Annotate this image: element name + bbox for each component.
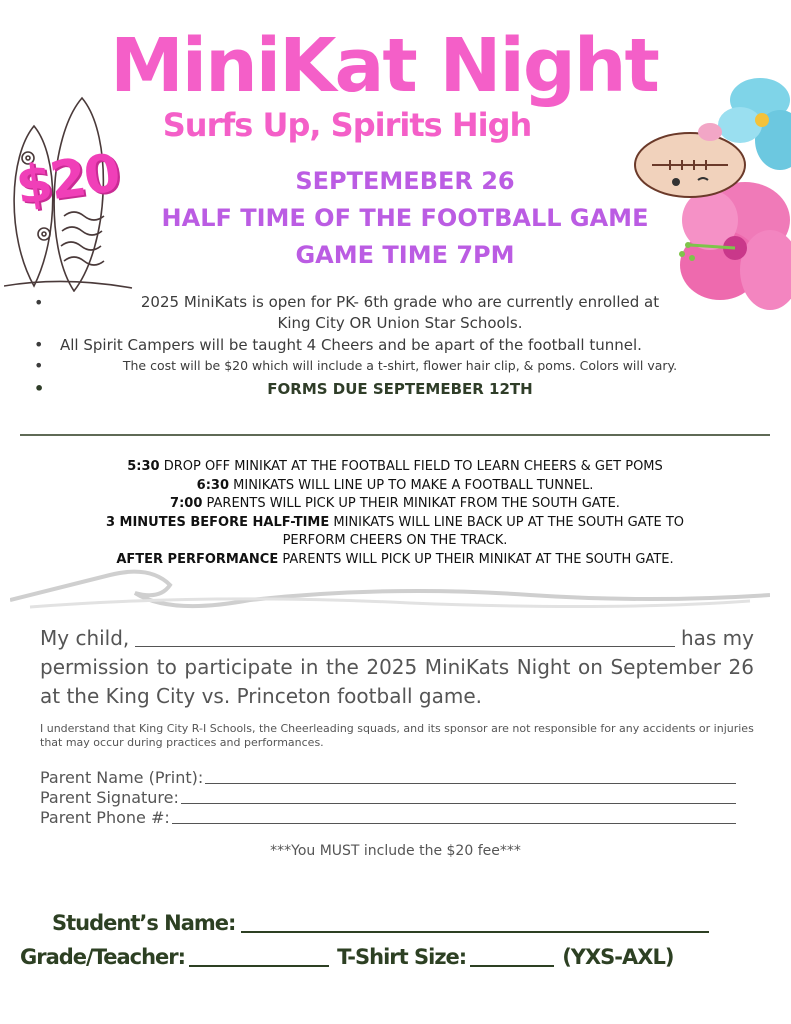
parent-name-label: Parent Name (Print): — [40, 768, 204, 787]
list-item — [30, 292, 770, 334]
forms-due: FORMS DUE SEPTEMEBER 12TH — [267, 380, 533, 398]
schedule-text: PARENTS WILL PICK UP THEIR MINIKAT FROM THE SOUTH GATE. — [202, 496, 620, 511]
permission-text: permission to participate in the 2025 MiniKats Night on September 26 at the King City vs. Princeton football game. — [40, 655, 754, 708]
bullet-text: King City OR Union Star Schools. — [277, 314, 523, 332]
schedule-time: 5:30 — [127, 459, 160, 474]
schedule-time: 3 MINUTES BEFORE HALF-TIME — [105, 514, 330, 530]
schedule-text: DROP OFF MINIKAT AT THE FOOTBALL FIELD TO LEARN CHEERS & GET POMS — [159, 459, 663, 474]
schedule-row: PERFORM CHEERS ON THE TRACK. — [282, 533, 508, 548]
grade-teacher-label: Grade/Teacher: — [20, 945, 186, 969]
event-game-time: GAME TIME 7PM — [295, 241, 515, 269]
list-item — [30, 334, 770, 356]
event-date: SEPTEMEBER 26 — [295, 167, 515, 195]
parent-signature-input[interactable] — [181, 803, 736, 804]
permission-statement — [40, 624, 754, 711]
bullet-text: The cost will be $20 which will include a t-shirt, flower hair clip, & poms. Colors will vary. — [122, 358, 678, 373]
student-name-input[interactable] — [241, 931, 709, 933]
schedule-time: AFTER PERFORMANCE — [116, 551, 279, 567]
price-badge: $20 — [12, 143, 123, 217]
grade-teacher-input[interactable] — [189, 965, 329, 967]
bullet-dot: • — [34, 379, 45, 398]
parent-signature-label: Parent Signature: — [40, 788, 179, 807]
parent-name-input[interactable] — [205, 783, 736, 784]
tshirt-size-input[interactable] — [470, 965, 554, 967]
wave-divider — [10, 545, 770, 615]
divider — [20, 434, 770, 436]
permission-start: My child, — [40, 626, 130, 650]
schedule-row — [14, 458, 776, 477]
tshirt-size-label: T-Shirt Size: — [337, 945, 467, 969]
child-name-input[interactable] — [135, 624, 675, 647]
event-when: HALF TIME OF THE FOOTBALL GAME — [161, 204, 649, 232]
schedule-text: MINIKATS WILL LINE UP TO MAKE A FOOTBALL TUNNEL. — [229, 477, 594, 493]
parent-phone-input[interactable] — [172, 823, 736, 824]
schedule-time: 7:00 — [170, 496, 203, 511]
parent-fields — [40, 768, 736, 828]
schedule-time: 6:30 — [196, 477, 230, 493]
schedule-row — [14, 477, 776, 496]
info-bullets — [30, 292, 770, 402]
bullet-dot: • — [34, 293, 44, 312]
bullet-dot: • — [34, 356, 44, 375]
page-subtitle: Surfs Up, Spirits High — [162, 106, 532, 144]
bullet-text: All Spirit Campers will be taught 4 Cheers and be apart of the football tunnel. — [60, 336, 642, 354]
disclaimer: I understand that King City R-I Schools, the Cheerleading squads, and its sponsor are not responsible for any accidents or injuries that may occur during practices and performances. — [40, 722, 754, 749]
student-name-label: Student’s Name: — [52, 911, 236, 935]
schedule-row — [14, 514, 776, 533]
schedule-text: MINIKATS WILL LINE BACK UP AT THE SOUTH GATE TO — [329, 514, 685, 530]
list-item — [30, 376, 770, 402]
tshirt-sizes: (YXS-AXL) — [562, 945, 674, 969]
list-item — [30, 356, 770, 376]
schedule-text: PARENTS WILL PICK UP THEIR MINIKAT AT THE SOUTH GATE. — [278, 551, 674, 567]
bullet-text: 2025 MiniKats is open for PK- 6th grade who are currently enrolled at — [140, 293, 660, 311]
student-fields — [20, 906, 772, 974]
fee-note: ***You MUST include the $20 fee*** — [270, 843, 521, 859]
bullet-dot: • — [34, 335, 44, 354]
schedule-row — [14, 495, 776, 514]
page-title: MiniKat Night — [110, 23, 658, 109]
parent-phone-label: Parent Phone #: — [40, 808, 170, 827]
permission-end: has my — [680, 626, 754, 650]
